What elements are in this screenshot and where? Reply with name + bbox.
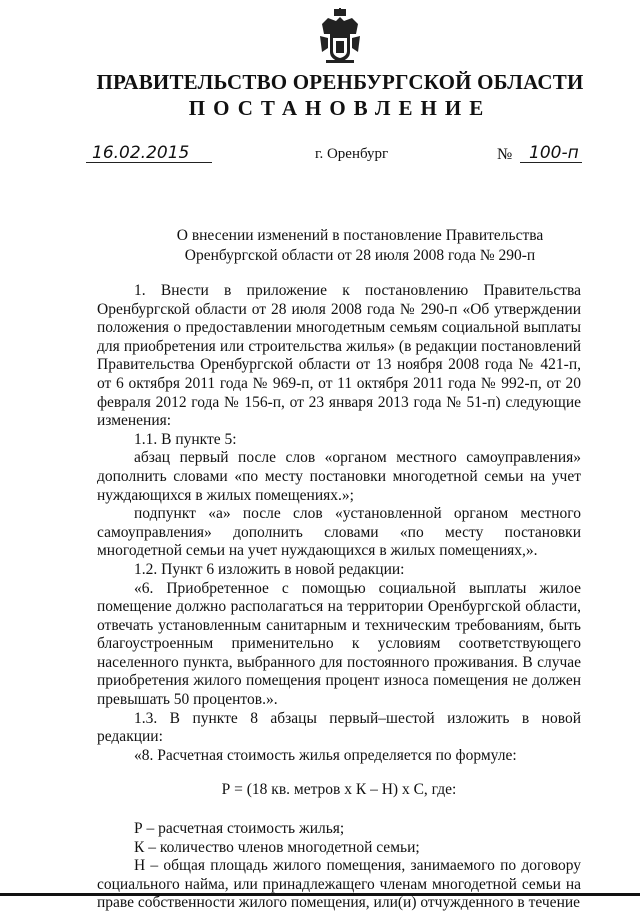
paragraph-point-8: «8. Расчетная стоимость жилья определяется по формуле: — [134, 746, 517, 764]
paragraph-1-1: 1.1. В пункте 5: — [134, 430, 237, 448]
document-type-title: ПОСТАНОВЛЕНИЕ — [188, 96, 492, 120]
subject-line-1: О внесении изменений в постановление Правительства — [176, 227, 544, 244]
subject-line-2: Оренбургской области от 28 июля 2008 года № 290-п — [184, 247, 536, 264]
formula: Р = (18 кв. метров х К – Н) х С, где: — [221, 781, 457, 799]
document-body — [97, 282, 581, 913]
coat-of-arms-icon — [318, 8, 362, 64]
definition-n: Н – общая площадь жилого помещения, занимаемого по договору социального найма, или принадлежащего членам многодетной семьи на праве собственности жилого помещения, или(и) отчужденного в течение — [97, 857, 581, 912]
paragraph-point-6: «6. Приобретенное с помощью социальной выплаты жилое помещение должно располагаться на территории Оренбургской области, отвечать установленным санитарным и техническим требованиям, быть благоустроенным применительно к условиям соответствующего населенного пункта, выбранного для постоянного проживания. В случае приобретения жилого помещения процент износа помещения не должен превышать 50 процентов.». — [97, 579, 581, 709]
paragraph-1: 1. Внести в приложение к постановлению Правительства Оренбургской области от 28 июля 2008 года № 290-п «Об утверждении положения о предоставлении многодетным семьям социальной выплаты для приобретения или строительства жилья» (в редакции постановлений Правительства Оренбургской области от 13 ноября 2008 года № 421-п, от 6 октября 2011 года № 969-п, от 11 октября 2011 года № 992-п, от 20 февраля 2012 года № 156-п, от 23 января 2013 года № 51-п) следующие изменения: — [97, 282, 581, 430]
document-date: 16.02.2015 — [92, 143, 190, 163]
document-city: г. Оренбург — [315, 146, 389, 162]
definition-k: К – количество членов многодетной семьи; — [134, 838, 420, 856]
definition-p: Р – расчетная стоимость жилья; — [134, 820, 345, 838]
paragraph-1-3: 1.3. В пункте 8 абзацы первый–шестой изложить в новой редакции: — [97, 709, 581, 746]
date-underline — [86, 162, 212, 163]
paragraph-abzac: абзац первый после слов «органом местного самоуправления» дополнить словами «по месту постановки многодетной семьи на учет нуждающихся в жилых помещениях.»; — [97, 449, 581, 504]
paragraph-1-2: 1.2. Пункт 6 изложить в новой редакции: — [134, 560, 405, 578]
paragraph-podpunkt: подпункт «а» после слов «установленной органом местного самоуправления» дополнить словами «по месту постановки многодетной семьи на учет нуждающихся в жилых помещениях,». — [97, 505, 581, 560]
document-subject — [0, 226, 640, 266]
bottom-rule — [0, 893, 640, 896]
number-underline — [520, 162, 582, 163]
number-sign: № — [497, 146, 513, 163]
government-title: ПРАВИТЕЛЬСТВО ОРЕНБУРГСКОЙ ОБЛАСТИ — [96, 70, 584, 94]
document-number: 100-п — [529, 143, 579, 163]
